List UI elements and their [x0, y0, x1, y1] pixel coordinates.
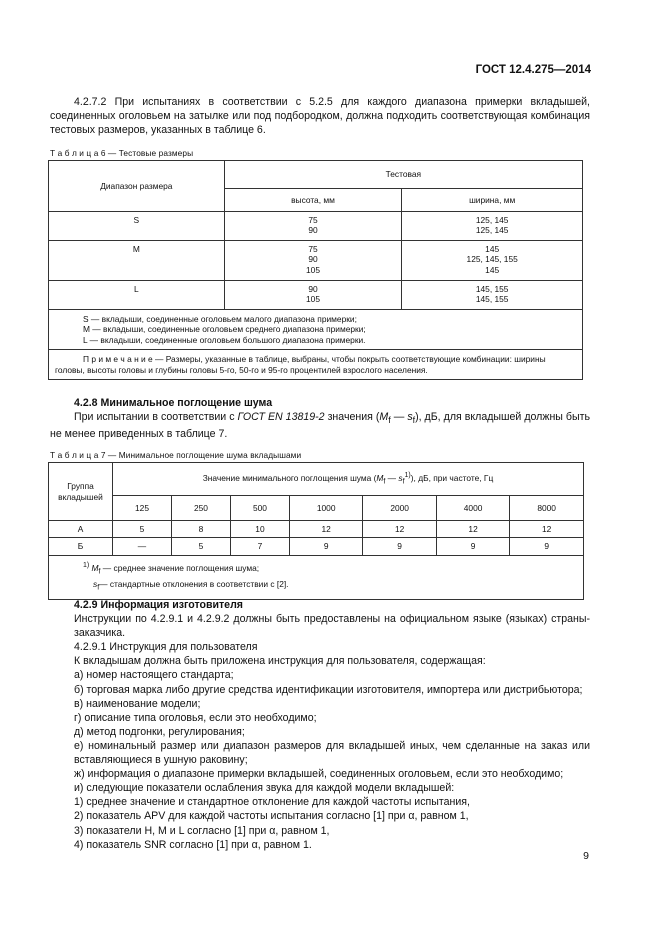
section-4-2-8 [50, 396, 590, 441]
table-cell: 75 [308, 244, 318, 254]
table-cell: 9 [289, 538, 362, 555]
footnote-text: — среднее значение поглощения шума; [100, 562, 260, 573]
text-fragment: ), дБ, для вкладышей должны быть не менее приведенных в таблице 7. [50, 411, 590, 441]
list-item: д) метод подгонки, регулирования; [74, 725, 245, 738]
table-cell: 145, 155 [475, 294, 509, 305]
list-item: а) номер настоящего стандарта; [74, 669, 234, 682]
symbol-m: M [91, 562, 99, 573]
freq-1000: 1000 [289, 496, 362, 521]
section-4-2-9 [50, 598, 590, 852]
table-row [49, 212, 583, 241]
list-item: 3) показатели H, M и L согласно [1] при α, равном 1, [74, 824, 330, 837]
table6-header-range: Диапазон размера [49, 161, 225, 212]
table-row [49, 521, 584, 538]
table-cell: 12 [363, 521, 436, 538]
group-b: Б [49, 538, 113, 555]
table-cell: 90 [308, 284, 318, 294]
table-cell: 9 [510, 538, 584, 555]
list-item: К вкладышам должна быть приложена инструкция для пользователя, содержащая: [74, 655, 486, 668]
header-fragment: ), дБ, при частоте, Гц [410, 472, 494, 483]
table-row [49, 281, 583, 310]
table7-caption: Т а б л и ц а 7 — Минимальное поглощение шума вкладышами [50, 450, 302, 460]
table-cell: 5 [171, 538, 230, 555]
table7-header-values [113, 463, 584, 496]
table-cell: — [113, 538, 172, 555]
table-cell: 105 [306, 264, 320, 275]
section-text [50, 411, 590, 440]
table6-size-l: L [49, 281, 225, 310]
subscript: f [97, 584, 100, 592]
list-item: и) следующие показатели ослабления звука для каждой модели вкладышей: [74, 782, 455, 795]
list-item: г) описание типа оголовья, если это необходимо; [74, 711, 317, 724]
table7-header-row [49, 463, 584, 496]
subscript: f [412, 415, 416, 426]
table7-footnote-row [49, 555, 584, 599]
standard-reference: ГОСТ EN 13819-2 [237, 411, 325, 424]
symbol-s: s [398, 472, 403, 483]
table-cell: 125, 145 [475, 225, 509, 236]
table6-note: П р и м е ч а н и е — Размеры, указанные в таблице, выбраны, чтобы покрыть соответствующие комбинации: ширины головы, высоты головы и глубины головы 5-го, 50-го и 95-го процентилей взрослого населения. [49, 350, 583, 380]
table-cell: 8 [171, 521, 230, 538]
freq-250: 250 [171, 496, 230, 521]
footnote-marker: 1) [404, 471, 411, 479]
table-cell: 12 [510, 521, 584, 538]
table6 [48, 160, 583, 380]
footnote-marker: 1) [83, 561, 90, 569]
table6-header-test: Тестовая [224, 161, 582, 189]
subscript: f [98, 568, 101, 576]
table-cell: 10 [230, 521, 289, 538]
table6-width-s [402, 212, 583, 241]
list-item: 2) показатель APV для каждой частоты испытания согласно [1] при α, равном 1, [74, 810, 469, 823]
header-fragment: — [385, 472, 399, 483]
legend-item: S — вкладыши, соединенные оголовьем малого диапазона примерки; [83, 314, 357, 324]
table6-width-m [402, 241, 583, 281]
header-fragment: Значение минимального поглощения шума ( [202, 472, 377, 483]
table7-header-group: Группа вкладышей [49, 463, 113, 521]
table6-header-height: высота, мм [224, 188, 402, 211]
table-cell: 5 [113, 521, 172, 538]
list-item: б) торговая марка либо другие средства идентификации изготовителя, импортера или дистрибьютора; [74, 683, 583, 696]
list-item: е) номинальный размер или диапазон размеров для вкладышей иных, чем сделанные на заказ или вставляющиеся в ушную раковину; [74, 739, 590, 767]
footnote-1 [83, 560, 577, 578]
symbol-s: s [93, 579, 98, 590]
table7-freq-row [49, 496, 584, 521]
freq-500: 500 [230, 496, 289, 521]
table6-note-row [49, 350, 583, 380]
list-item: ж) информация о диапазоне примерки вкладышей, соединенных оголовьем, если это необходимо; [74, 768, 564, 781]
group-a: А [49, 521, 113, 538]
table-cell: 7 [230, 538, 289, 555]
text-fragment: При испытании в соответствии с [74, 411, 238, 424]
table-cell: 125, 145, 155 [466, 254, 518, 265]
footnote-text: — стандартные отклонения в соответствии с [2]. [99, 579, 289, 590]
table-cell: 90 [308, 225, 318, 236]
table6-header-width: ширина, мм [402, 188, 583, 211]
table6-size-m: M [49, 241, 225, 281]
table-row [49, 538, 584, 555]
table-cell: 145 [485, 264, 500, 275]
page-number: 9 [583, 850, 589, 862]
table6-header-row [49, 161, 583, 189]
list-item: в) наименование модели; [74, 697, 201, 710]
table6-size-s: S [49, 212, 225, 241]
freq-4000: 4000 [436, 496, 509, 521]
freq-125: 125 [113, 496, 172, 521]
footnote-2 [83, 578, 577, 595]
table-cell: 12 [289, 521, 362, 538]
section-title: 4.2.8 Минимальное поглощение шума [74, 397, 273, 409]
table6-legend [49, 310, 583, 350]
table-cell: 90 [308, 254, 318, 265]
table-cell: 145 [485, 244, 500, 254]
table7-footnotes [49, 555, 584, 599]
table-cell: 9 [436, 538, 509, 555]
table-cell: 9 [363, 538, 436, 555]
section-title: 4.2.9 Информация изготовителя [74, 599, 243, 611]
subscript: f [383, 478, 386, 486]
table-cell: 125, 145 [475, 215, 509, 225]
table6-height-l [224, 281, 402, 310]
text-fragment: — [390, 411, 408, 424]
subscript: f [388, 415, 391, 426]
table6-legend-row [49, 310, 583, 350]
table6-caption: Т а б л и ц а 6 — Тестовые размеры [50, 148, 194, 158]
subscript: f [402, 478, 405, 486]
table-cell: 105 [306, 294, 320, 305]
table-cell: 75 [308, 215, 318, 225]
symbol-s: s [407, 411, 413, 424]
freq-8000: 8000 [510, 496, 584, 521]
text-fragment: значения ( [324, 411, 380, 424]
table-row [49, 241, 583, 281]
list-item: 4) показатель SNR согласно [1] при α, равном 1. [74, 838, 312, 851]
paragraph-4-2-7-2 [50, 95, 590, 137]
symbol-m: M [376, 472, 384, 483]
list-item: 1) среднее значение и стандартное отклонение для каждой частоты испытания, [74, 796, 470, 809]
legend-item: M — вкладыши, соединенные оголовьем среднего диапазона примерки; [83, 324, 366, 335]
freq-2000: 2000 [363, 496, 436, 521]
paragraph-text: 4.2.7.2 При испытаниях в соответствии с 5.2.5 для каждого диапазона примерки вкладышей, соединенных оголовьем на затылке или под подбородком, должна подходить соответствующая комбинация тестовых размеров, указанных в таблице 6. [50, 96, 590, 137]
list-item: Инструкции по 4.2.9.1 и 4.2.9.2 должны быть предоставлены на официальном языке (языках) страны-заказчика. [74, 613, 590, 640]
document-header: ГОСТ 12.4.275—2014 [475, 64, 591, 76]
table-cell: 12 [436, 521, 509, 538]
table6-width-l [402, 281, 583, 310]
symbol-m: M [379, 411, 389, 424]
table7 [48, 462, 584, 600]
table6-height-m [224, 241, 402, 281]
legend-item: L — вкладыши, соединенные оголовьем большого диапазона примерки. [83, 334, 366, 345]
list-item: 4.2.9.1 Инструкция для пользователя [74, 641, 258, 654]
table6-height-s [224, 212, 402, 241]
table-cell: 145, 155 [475, 284, 509, 294]
